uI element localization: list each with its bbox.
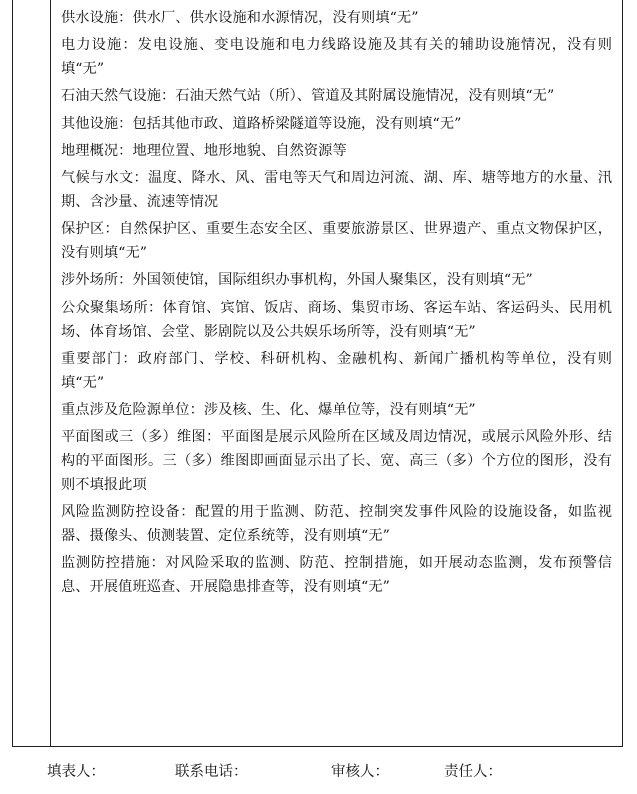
responsible-person-label: 责任人： — [444, 764, 502, 780]
field-monitoring-equipment: 风险监测防控设备：配置的用于监测、防范、控制突发事件风险的设施设备，如监视器、摄像头、侦测装置、定位系统等，没有则填“无” — [61, 504, 612, 545]
field-control-measures: 监测防控措施：对风险采取的监测、防范、控制措施，如开展动态监测，发布预警信息、开展值班巡查、开展隐患排查等，没有则填“无” — [61, 555, 612, 596]
contact-phone-label: 联系电话： — [175, 764, 248, 780]
signature-footer — [0, 760, 637, 784]
field-description-list — [61, 6, 612, 599]
field-plan-3d-maps: 平面图或三（多）维图：平面图是展示风险所在区域及周边情况，或展示风险外形、结构的平面图形。三（多）维图即画面显示出了长、宽、高三（多）个方位的图形，没有则不填报此项 — [61, 429, 612, 494]
field-oil-gas: 石油天然气设施：石油天然气站（所）、管道及其附属设施情况，没有则填“无” — [61, 88, 555, 105]
field-protected-areas: 保护区：自然保护区、重要生态安全区、重要旅游景区、世界遗产、重点文物保护区，没有则填“无” — [61, 221, 612, 262]
field-geography: 地理概况：地理位置、地形地貌、自然资源等 — [61, 142, 347, 159]
field-other-facilities: 其他设施：包括其他市政、道路桥梁隧道等设施，没有则填“无” — [61, 115, 462, 132]
reviewer-label: 审核人： — [331, 764, 389, 780]
field-public-gathering: 公众聚集场所：体育馆、宾馆、饭店、商场、集贸市场、客运车站、客运码头、民用机场、体育场馆、会堂、影剧院以及公共娱乐场所等，没有则填“无” — [61, 299, 612, 340]
form-table — [12, 0, 623, 747]
content-cell — [51, 0, 622, 746]
field-power: 电力设施：发电设施、变电设施和电力线路设施及其有关的辅助设施情况，没有则填“无” — [61, 37, 612, 78]
field-key-departments: 重要部门：政府部门、学校、科研机构、金融机构、新闻广播机构等单位，没有则填“无” — [61, 350, 612, 391]
field-water-supply: 供水设施：供水厂、供水设施和水源情况，没有则填“无” — [61, 10, 419, 26]
field-climate-hydrology: 气候与水文：温度、降水、风、雷电等天气和周边河流、湖、库、塘等地方的水量、汛期、含沙量、流速等情况 — [61, 169, 612, 210]
label-column — [13, 0, 51, 746]
field-foreign-sites: 涉外场所：外国领使馆，国际组织办事机构，外国人聚集区，没有则填“无” — [61, 272, 533, 289]
field-hazard-units: 重点涉及危险源单位：涉及核、生、化、爆单位等，没有则填“无” — [61, 401, 476, 418]
filler-label: 填表人： — [47, 764, 105, 780]
